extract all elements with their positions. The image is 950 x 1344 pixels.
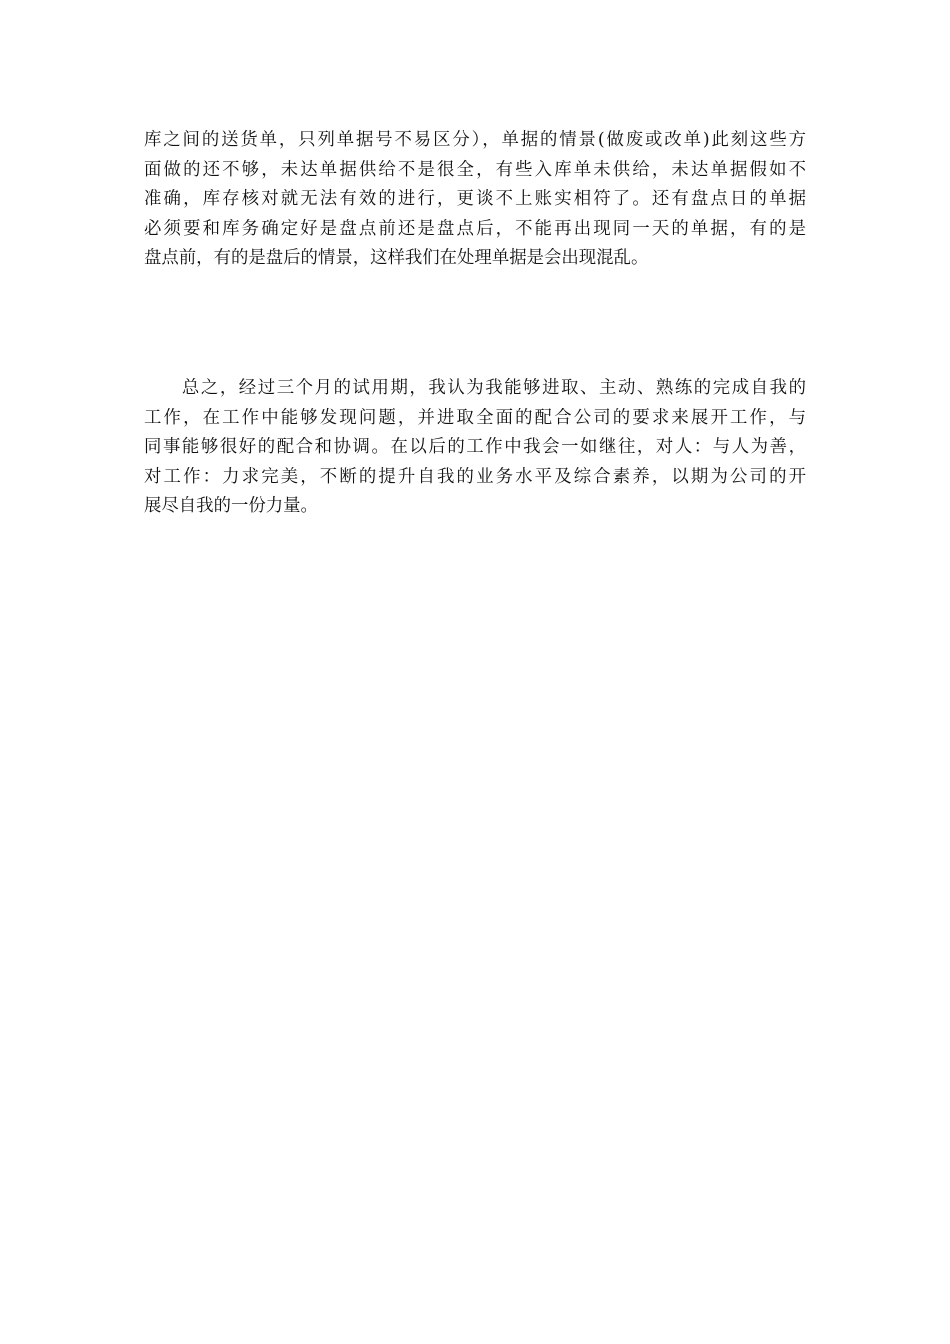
paragraph-line: 对工作：力求完美，不断的提升自我的业务水平及综合素养，以期为公司的开 bbox=[144, 466, 806, 487]
paragraph-line: 必须要和库务确定好是盘点前还是盘点后，不能再出现同一天的单据，有的是 bbox=[144, 218, 806, 239]
paragraph-line: 同事能够很好的配合和协调。在以后的工作中我会一如继往，对人：与人为善， bbox=[144, 437, 806, 457]
paragraph-line: 准确，库存核对就无法有效的进行，更谈不上账实相符了。还有盘点日的单据 bbox=[144, 189, 806, 209]
paragraph-line: 面做的还不够，未达单据供给不是很全，有些入库单未供给，未达单据假如不 bbox=[144, 159, 806, 180]
paragraph-line: 工作，在工作中能够发现问题，并进取全面的配合公司的要求来展开工作，与 bbox=[144, 407, 806, 428]
paragraph-line: 总之，经过三个月的试用期，我认为我能够进取、主动、熟练的完成自我的 bbox=[144, 378, 806, 398]
paragraph-line: 展尽自我的一份力量。 bbox=[144, 496, 318, 516]
paragraph-line: 盘点前，有的是盘后的情景，这样我们在处理单据是会出现混乱。 bbox=[144, 248, 649, 268]
paragraph-line: 库之间的送货单，只列单据号不易区分），单据的情景(做废或改单)此刻这些方 bbox=[144, 130, 806, 150]
paragraph-inventory-documents bbox=[144, 126, 806, 274]
paragraph-conclusion bbox=[144, 374, 806, 522]
